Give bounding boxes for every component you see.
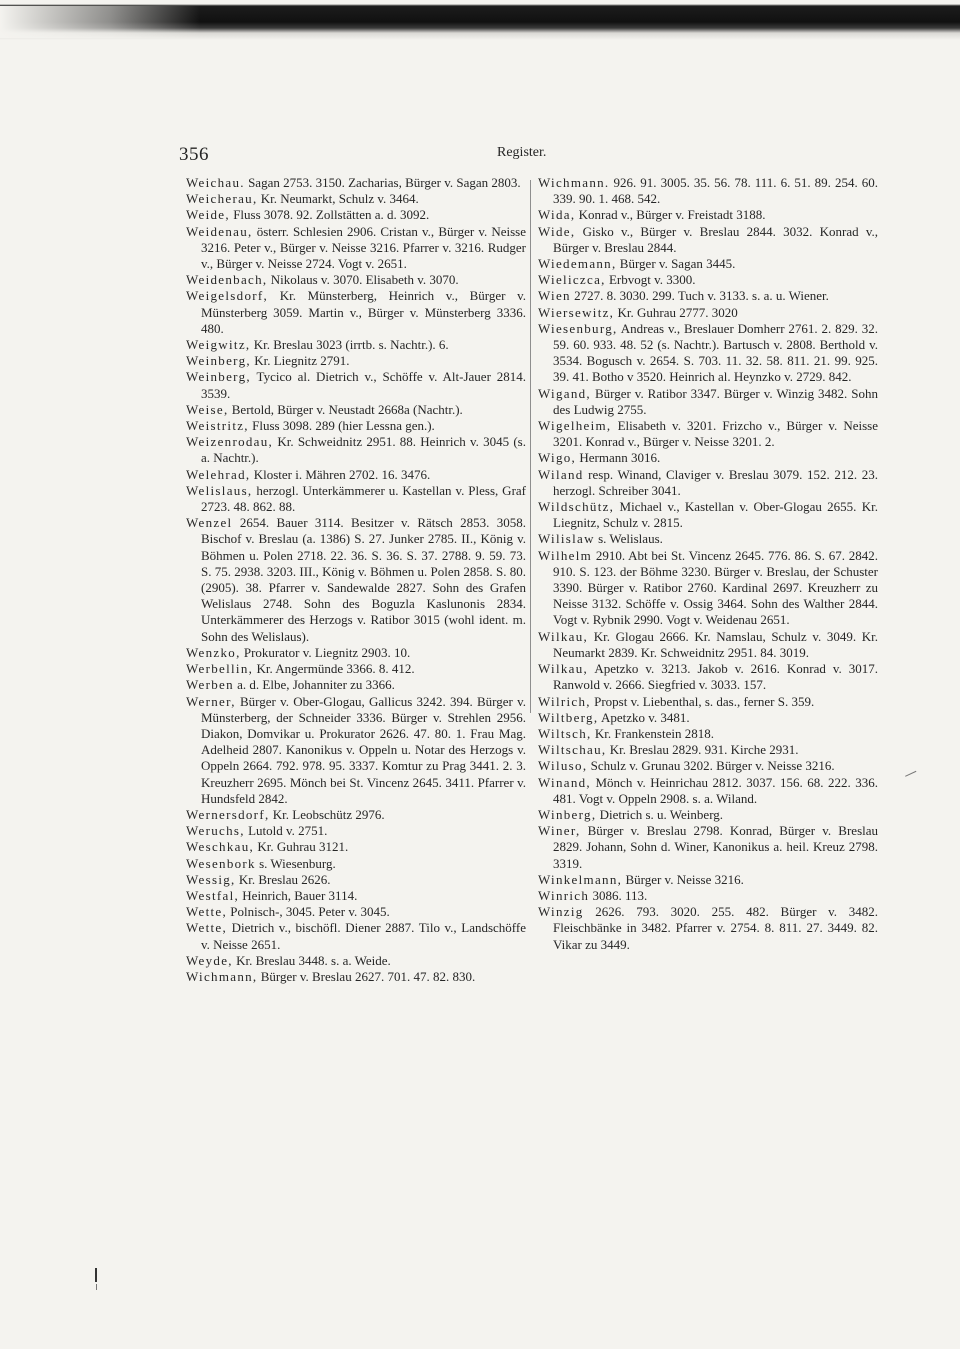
entry-references: Bertold, Bürger v. Neustadt 2668a (Nachtr.). [231,401,463,417]
right-index-column [538,175,878,953]
index-entry [186,807,526,823]
entry-references: österr. Schlesien 2906. Cristan v., Bürger v. Neisse 3216. Peter v., Bürger v. Neisse 3216. Pfarrer v. 3216. Rudger v., Bürger v. Neisse 2724. Vogt v. 2651. [201,223,527,272]
index-entry [538,531,878,547]
index-entry [186,694,526,807]
entry-references: a. d. Elbe, Johanniter zu 3366. [237,677,395,693]
entry-headword: Weinberg, [186,353,251,369]
entry-references: Kr. Glogau 2666. Kr. Namslau, Schulz v. 3049. Kr. Neumarkt 2839. Kr. Schweidnitz 2951. 84. 3019. [553,628,878,660]
entry-headword: Wiltsch, [538,725,592,741]
entry-headword: Wiedemann, [538,256,617,272]
entry-headword: Winkelmann, [538,871,623,887]
index-entry [538,758,878,774]
index-entry [186,353,526,369]
index-entry [186,839,526,855]
entry-references: Kr. Breslau 2829. 931. Kirche 2931. [609,742,799,758]
entry-references: resp. Winand, Claviger v. Breslau 3079. 152. 212. 23. herzogl. Schreiber 3041. [553,466,879,498]
entry-headword: Welislaus, [186,482,253,498]
index-entry [186,337,526,353]
index-entry [186,369,526,401]
entry-references: Erbvogt v. 3300. [608,272,696,288]
entry-headword: Wilkau, [538,628,589,644]
entry-references: Kr. Schweidnitz 2951. 88. Heinrich v. 3045 (s. a. Nachtr.). [201,434,526,466]
entry-headword: Winzig [538,904,584,920]
index-entry [186,483,526,515]
entry-references: Kloster i. Mähren 2702. 16. 3476. [253,466,431,482]
entry-references: Dietrich v., bischöfl. Diener 2887. Tilo v., Landschöffe v. Neisse 2651. [201,920,526,952]
entry-headword: Weicherau, [186,191,258,207]
entry-references: Kr. Breslau 3448. s. a. Weide. [236,952,391,968]
index-entry [186,969,526,985]
entry-headword: Werben [186,677,234,693]
margin-mark [96,1284,97,1290]
entry-headword: Wilhelm [538,547,593,563]
entry-references: 2626. 793. 3020. 255. 482. Bürger v. 3482. Fleischbänke in 3482. Pfarrer v. 2754. 8. 811. 27. 3449. 82. Vikar zu 3449. [553,904,878,952]
entry-references: Bürger v. Breslau 2798. Konrad, Bürger v. Breslau 2829. Johann, Sohn d. Winer, Kanonikus a. heil. Kreuz 2798. 3319. [553,823,879,871]
entry-references: Mönch v. Heinrichau 2812. 3037. 156. 68. 222. 336. 481. Vogt v. Oppeln 2908. s. a. Wiland. [553,774,878,806]
index-entry [186,467,526,483]
entry-headword: Wiluso, [538,758,588,774]
entry-headword: Welehrad, [186,466,251,482]
entry-headword: Wigo, [538,450,577,466]
index-entry [538,775,878,807]
entry-headword: Weichau. [186,175,245,190]
index-entry [538,175,878,207]
entry-references: Kr. Breslau 2626. [238,871,331,887]
index-entry [538,499,878,531]
scan-edge-band [0,0,960,40]
entry-headword: Wernersdorf, [186,806,270,822]
index-entry [538,288,878,304]
entry-references: Dietrich s. u. Weinberg. [599,806,724,822]
entry-headword: Wette, [186,904,228,920]
entry-references: Bürger v. Ratibor 3347. Bürger v. Winzig 3482. Sohn des Ludwig 2755. [553,385,879,417]
index-entry [186,888,526,904]
entry-headword: Wichmann, [186,968,258,984]
entry-references: s. Welislaus. [598,531,663,547]
page-number: 356 [179,144,209,165]
entry-headword: Weistritz, [186,418,249,434]
index-entry [186,823,526,839]
entry-references: Kr. Neumarkt, Schulz v. 3464. [260,191,419,207]
entry-references: Kr. Frankenstein 2818. [594,725,714,741]
entry-headword: Wenzel [186,515,233,531]
entry-references: 2910. Abt bei St. Vincenz 2645. 776. 86. S. 67. 2842. 910. S. 123. der Böhme 3230. Bürger v. Breslau, der Schuster 3390. Bürger v. Ratibor 2760. Kardinal 2697. Kreuzherr zu Neisse 3132. Schöffe v. Ossig 3464. Sohn des Walther 2844. Vogt v. Rybnik 2990. Vogt v. Weidenau 2651. [553,547,879,628]
entry-headword: Wigand, [538,385,591,401]
entry-references: Apetzko v. 3213. Jakob v. 2616. Konrad v. 3017. Ranwold v. 2666. Siegfried v. 3033. 157. [553,661,878,693]
entry-headword: Werbellin, [186,661,254,677]
entry-references: Propst v. Liebenthal, s. das., ferner S. 359. [594,693,815,709]
entry-headword: Wieliczca, [538,272,606,288]
entry-references: Bürger v. Ober-Glogau, Gallicus 3242. 394. Bürger v. Münsterberg, der Schneider 3336. Bürger v. Strehlen 2956. Diakon, Domvikar u. Prokurator 2626. 47. 80. 1. Frau Mag. Adelheid 2807. Kanonikus v. Oppeln u. Notar des Herzogs v. Oppeln 2664. 792. 978. 95. 3337. Komtur zu Prag 3441. 2. 3. Kreuzherr 2695. Mönch bei St. Vincenz 2645. 3411. Pfarrer v. Hundsfeld 2842. [201,693,526,806]
entry-references: Andreas v., Breslauer Domherr 2761. 2. 829. 32. 59. 60. 933. 48. 52 (s. Nachtr.). Bartusch v. 2808. Berthold v. 3534. Bogusch v. 2654. S. 703. 11. 32. 58. 811. 21. 99. 925. 39. 41. Botho v 3520. Heinrich al. Heynzko v. 2729. 842. [553,320,878,385]
entry-references: Lutold v. 2751. [248,823,328,839]
entry-references: Michael v., Kastellan v. Ober-Glogau 2655. Kr. Liegnitz, Schulz v. 2815. [553,499,878,531]
index-entry [186,953,526,969]
index-entry [538,807,878,823]
entry-references: Kr. Guhrau 3121. [257,839,349,855]
entry-references: Tycico al. Dietrich v., Schöffe v. Alt-Jauer 2814. 3539. [201,369,526,401]
entry-references: Kr. Leobschütz 2976. [272,806,385,822]
entry-headword: Wessig, [186,871,236,887]
entry-references: s. Wiesenburg. [259,855,336,871]
index-entry [538,872,878,888]
entry-headword: Wide, [538,223,576,239]
index-entry [186,402,526,418]
entry-references: Kr. Liegnitz 2791. [254,353,350,369]
entry-headword: Weizenrodau, [186,434,274,450]
entry-references: Fluss 3078. 92. Zollstätten a. d. 3092. [233,207,430,223]
index-entry [538,726,878,742]
entry-headword: Wiltberg, [538,709,599,725]
entry-headword: Wida, [538,207,576,223]
index-entry [186,434,526,466]
index-entry [186,904,526,920]
entry-headword: Wichmann. [538,175,610,190]
index-entry [538,321,878,386]
entry-headword: Westfal, [186,887,240,903]
entry-references: Bürger v. Sagan 3445. [619,256,736,272]
entry-headword: Weinberg, [186,369,251,385]
entry-headword: Wiersewitz, [538,304,615,320]
entry-references: Schulz v. Grunau 3202. Bürger v. Neisse 3216. [590,758,835,774]
entry-headword: Wenzko, [186,644,241,660]
index-entry [186,920,526,952]
entry-headword: Wiltschau, [538,742,607,758]
entry-headword: Wilkau, [538,661,589,677]
entry-references: Nikolaus v. 3070. Elisabeth v. 3070. [270,272,459,288]
entry-references: Bürger v. Breslau 2627. 701. 47. 82. 830. [260,968,476,984]
entry-references: herzogl. Unterkämmerer u. Kastellan v. Pless, Graf 2723. 48. 862. 88. [201,482,526,515]
index-entry [538,305,878,321]
entry-references: Sagan 2753. 3150. Zacharias, Bürger v. Sagan 2803. [248,175,521,190]
index-entry [538,904,878,953]
entry-references: 3086. 113. [592,887,648,903]
entry-headword: Weidenau, [186,223,253,239]
entry-headword: Wigelheim, [538,418,612,434]
index-entry [538,888,878,904]
entry-references: 2727. 8. 3030. 299. Tuch v. 3133. s. a. u. Wiener. [574,288,829,304]
entry-references: Kr. Münsterberg, Heinrich v., Bürger v. Münsterberg 3059. Martin v., Bürger v. Münsterberg 3336. 480. [201,288,526,336]
index-entry [186,191,526,207]
entry-references: Elisabeth v. 3201. Frizcho v., Bürger v. Neisse 3201. Konrad v., Bürger v. Neisse 3201. 2. [553,418,879,450]
entry-headword: Weidenbach, [186,272,268,288]
index-entry [538,207,878,223]
entry-headword: Wilrich, [538,693,591,709]
index-entry [186,677,526,693]
index-entry [186,515,526,645]
pencil-stroke [905,771,919,782]
entry-headword: Winrich [538,887,590,903]
entry-headword: Wiland [538,466,584,482]
column-divider [530,180,531,713]
entry-references: Apetzko v. 3481. [600,709,690,725]
entry-references: Bürger v. Neisse 3216. [625,871,744,887]
index-entry [186,856,526,872]
entry-headword: Weyde, [186,952,233,968]
index-entry [538,272,878,288]
index-entry [538,694,878,710]
entry-references: Kr. Breslau 3023 (irrtb. s. Nachtr.). 6. [253,337,449,353]
entry-headword: Weruchs, [186,823,245,839]
index-entry [538,224,878,256]
entry-headword: Weschkau, [186,839,255,855]
index-entry [538,450,878,466]
entry-references: Fluss 3098. 289 (hier Lessna gen.). [252,418,435,434]
index-entry [538,742,878,758]
entry-headword: Winberg, [538,806,597,822]
index-entry [538,710,878,726]
index-entry [186,872,526,888]
index-entry [186,272,526,288]
entry-references: Hermann 3016. [579,450,661,466]
index-entry [538,467,878,499]
index-entry [186,418,526,434]
entry-references: Prokurator v. Liegnitz 2903. 10. [243,644,411,660]
entry-references: 926. 91. 3005. 35. 56. 78. 111. 6. 51. 89. 254. 60. 339. 90. 1. 468. 542. [553,175,878,207]
margin-mark [95,1268,97,1282]
index-entry [186,207,526,223]
entry-references: Polnisch-, 3045. Peter v. 3045. [230,904,390,920]
running-head: Register. [497,145,547,160]
entry-headword: Weide, [186,207,230,223]
index-entry [186,645,526,661]
entry-references: Heinrich, Bauer 3114. [242,887,358,903]
index-entry [186,224,526,273]
index-entry [186,175,526,191]
entry-references: 2654. Bauer 3114. Besitzer v. Rätsch 2853. 3058. Bischof v. Breslau (a. 1386) S. 27. Junker 2785. II., König v. Böhmen u. Polen 2718. 22. 36. S. 36. S. 37. 2788. 9. 59. 73. S. 75. 2938. 3203. III., König v. Böhmen u. Polen 2858. S. 80. (2905). 38. Pfarrer v. Sandewalde 2827. Sohn des Grafen Welislaus 2748. Sohn des Boguzla Kaslunonis 2834. Unterkämmerer des Herzogs v. Ratibor 3015 (wohl ident. m. Sohn des Welislaus). [201,515,526,644]
index-entry [538,256,878,272]
index-entry [186,288,526,337]
left-index-column [186,175,526,985]
entry-references: Kr. Angermünde 3366. 8. 412. [256,661,415,677]
entry-headword: Wildschütz, [538,499,615,515]
entry-headword: Weigelsdorf, [186,288,269,304]
index-entry [538,661,878,693]
index-entry [538,629,878,661]
entry-references: Konrad v., Bürger v. Freistadt 3188. [578,207,766,223]
index-entry [538,823,878,872]
entry-headword: Wien [538,288,571,304]
entry-headword: Wilislaw [538,531,595,547]
entry-headword: Werner, [186,693,236,709]
entry-headword: Weise, [186,401,229,417]
entry-headword: Weigwitz, [186,337,251,353]
entry-headword: Wesenbork [186,855,256,871]
entry-references: Gisko v., Bürger v. Breslau 2844. 3032. Konrad v., Bürger v. Breslau 2844. [553,223,879,255]
index-entry [538,386,878,418]
entry-headword: Wette, [186,920,228,936]
entry-headword: Winand, [538,774,591,790]
index-entry [538,548,878,629]
index-entry [186,661,526,677]
index-entry [538,418,878,450]
entry-references: Kr. Guhrau 2777. 3020 [617,304,738,320]
entry-headword: Winer, [538,823,581,839]
entry-headword: Wiesenburg, [538,320,618,336]
